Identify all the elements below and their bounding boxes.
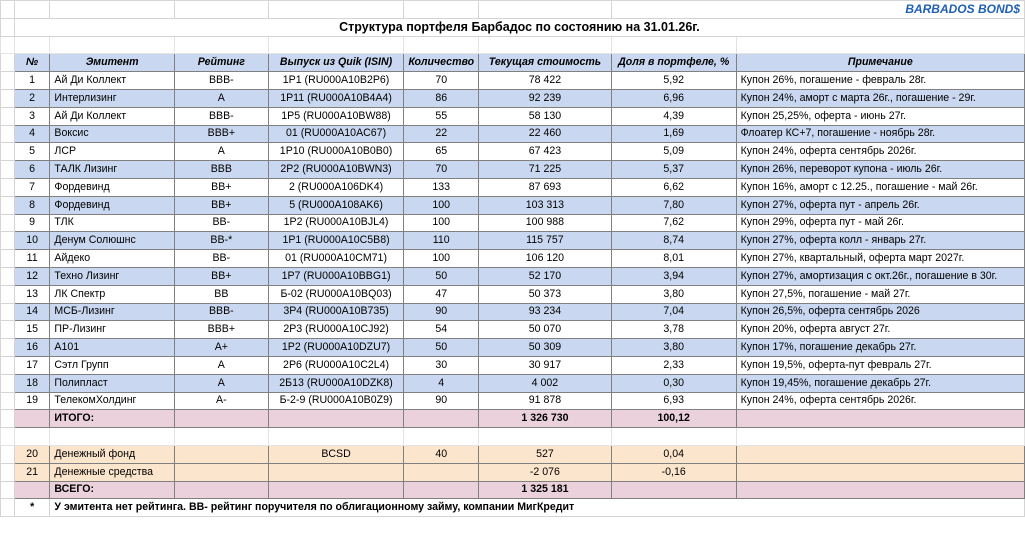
cell-share[interactable]: 8,01 <box>611 250 736 268</box>
cell-qty[interactable] <box>404 410 479 428</box>
cell-note[interactable]: Флоатер КС+7, погашение - ноябрь 28г. <box>736 125 1024 143</box>
margin-cell <box>1 303 15 321</box>
cell-num[interactable]: 14 <box>14 303 50 321</box>
cell-share[interactable]: 3,80 <box>611 339 736 357</box>
total-label[interactable]: ИТОГО: <box>50 410 174 428</box>
cell-issuer[interactable]: Денум Солюшнс <box>50 232 174 250</box>
cell-value[interactable]: 106 120 <box>479 250 612 268</box>
cell-note[interactable] <box>736 410 1024 428</box>
margin-cell <box>1 285 15 303</box>
cell-rating[interactable]: BB+ <box>174 196 268 214</box>
cell-isin[interactable]: 1P5 (RU000A10BW88) <box>268 107 404 125</box>
table-row <box>1 89 1025 107</box>
empty-cell[interactable] <box>50 428 174 446</box>
header-row <box>1 54 1025 72</box>
cell-rating[interactable]: BB <box>174 285 268 303</box>
cell-value[interactable]: 58 130 <box>479 107 612 125</box>
cell-isin[interactable]: 1P1 (RU000A10B2P6) <box>268 72 404 90</box>
table-row <box>1 143 1025 161</box>
cell-qty[interactable]: 133 <box>404 178 479 196</box>
cell-value[interactable]: 93 234 <box>479 303 612 321</box>
total-row <box>1 410 1025 428</box>
cell-num[interactable] <box>14 481 50 499</box>
margin-cell <box>1 178 15 196</box>
cell-note[interactable]: Купон 27%, оферта пут - апрель 26г. <box>736 196 1024 214</box>
cell-num[interactable]: 4 <box>14 125 50 143</box>
cell-isin[interactable]: 2P2 (RU000A10BWN3) <box>268 161 404 179</box>
table-row <box>1 214 1025 232</box>
cell-note[interactable]: Купон 27%, квартальный, оферта март 2027г. <box>736 250 1024 268</box>
cell-num[interactable]: 1 <box>14 72 50 90</box>
table-row <box>1 321 1025 339</box>
cell-rating[interactable]: A <box>174 356 268 374</box>
cell-value[interactable]: 100 988 <box>479 214 612 232</box>
table-row <box>1 285 1025 303</box>
margin-cell <box>1 481 15 499</box>
cell-qty[interactable]: 65 <box>404 143 479 161</box>
margin-cell <box>1 72 15 90</box>
margin-cell <box>1 463 15 481</box>
cell-value[interactable]: 52 170 <box>479 267 612 285</box>
cell-rating[interactable]: BBB+ <box>174 125 268 143</box>
margin-cell <box>1 374 15 392</box>
cell-isin[interactable]: BCSD <box>268 445 404 463</box>
total-value[interactable]: 1 326 730 <box>479 410 612 428</box>
cell-note[interactable]: Купон 16%, аморт с 12.25., погашение - май 26г. <box>736 178 1024 196</box>
cell-isin[interactable]: 5 (RU000A108AK6) <box>268 196 404 214</box>
margin-cell <box>1 107 15 125</box>
cell-share[interactable]: -0,16 <box>611 463 736 481</box>
cell-num[interactable]: 17 <box>14 356 50 374</box>
header-issuer[interactable]: Эмитент <box>50 54 174 72</box>
margin-cell <box>1 356 15 374</box>
cell-isin[interactable] <box>268 463 404 481</box>
table-row <box>1 267 1025 285</box>
margin-cell <box>1 214 15 232</box>
header-qty[interactable]: Количество <box>404 54 479 72</box>
header-value[interactable]: Текущая стоимость <box>479 54 612 72</box>
margin-cell <box>1 89 15 107</box>
empty-cell[interactable] <box>1 428 15 446</box>
spacer-row <box>1 36 1025 54</box>
cell-num[interactable]: 19 <box>14 392 50 410</box>
cell-rating[interactable]: A <box>174 89 268 107</box>
footnote-text: У эмитента нет рейтинга. BB- рейтинг поручителя по облигационному займу, компании МигКредит <box>50 499 1025 517</box>
cell-note[interactable] <box>736 463 1024 481</box>
margin-cell <box>1 445 15 463</box>
cell-qty[interactable]: 22 <box>404 125 479 143</box>
empty-cell[interactable] <box>174 428 268 446</box>
cell-isin[interactable]: 2P3 (RU000A10CJ92) <box>268 321 404 339</box>
cell-note[interactable]: Купон 27%, амортизация с окт.26г., погашение в 30г. <box>736 267 1024 285</box>
cell-rating[interactable] <box>174 481 268 499</box>
cell-num[interactable]: 6 <box>14 161 50 179</box>
cell-rating[interactable]: A+ <box>174 339 268 357</box>
table-row <box>1 161 1025 179</box>
table-row <box>1 339 1025 357</box>
cell-issuer[interactable]: ПР-Лизинг <box>50 321 174 339</box>
cell-value[interactable]: 4 002 <box>479 374 612 392</box>
cell-qty[interactable]: 50 <box>404 267 479 285</box>
header-num[interactable]: № <box>14 54 50 72</box>
cell-rating[interactable]: BB+ <box>174 267 268 285</box>
cell-isin[interactable]: 01 (RU000A10AC67) <box>268 125 404 143</box>
cell-value[interactable]: 92 239 <box>479 89 612 107</box>
cell-issuer[interactable]: Фордевинд <box>50 196 174 214</box>
cell-share[interactable]: 6,96 <box>611 89 736 107</box>
cell-share[interactable]: 0,30 <box>611 374 736 392</box>
title-row <box>1 18 1025 36</box>
cell-share[interactable]: 8,74 <box>611 232 736 250</box>
spacer-row <box>1 428 1025 446</box>
cell-qty[interactable]: 100 <box>404 250 479 268</box>
grand-total-label[interactable]: ВСЕГО: <box>50 481 174 499</box>
cell-rating[interactable]: BB+ <box>174 178 268 196</box>
cell-isin[interactable]: 3P4 (RU000A10B735) <box>268 303 404 321</box>
cell-issuer[interactable]: ТАЛК Лизинг <box>50 161 174 179</box>
cell-qty[interactable]: 70 <box>404 161 479 179</box>
brand-label: BARBADOS BOND$ <box>611 1 1024 19</box>
cell-isin[interactable]: 1P10 (RU000A10B0B0) <box>268 143 404 161</box>
margin-cell <box>1 321 15 339</box>
cell-note[interactable]: Купон 26%, переворот купона - июль 26г. <box>736 161 1024 179</box>
cell-num[interactable]: 10 <box>14 232 50 250</box>
margin-cell <box>1 499 15 517</box>
margin-cell <box>1 232 15 250</box>
cell-issuer[interactable]: Воксис <box>50 125 174 143</box>
cell-value[interactable]: 91 878 <box>479 392 612 410</box>
margin-cell <box>1 125 15 143</box>
cell-note[interactable]: Купон 26,5%, оферта сентябрь 2026 <box>736 303 1024 321</box>
cell-value[interactable]: 30 917 <box>479 356 612 374</box>
cell-rating[interactable] <box>174 410 268 428</box>
cell-share[interactable]: 5,09 <box>611 143 736 161</box>
margin-cell <box>1 250 15 268</box>
header-share[interactable]: Доля в портфеле, % <box>611 54 736 72</box>
cell-rating[interactable]: BBB- <box>174 303 268 321</box>
footnote-row <box>1 499 1025 517</box>
cell-num[interactable]: 15 <box>14 321 50 339</box>
cell-num[interactable]: 16 <box>14 339 50 357</box>
cell-rating[interactable]: BB-* <box>174 232 268 250</box>
cell-isin[interactable]: 2P6 (RU000A10C2L4) <box>268 356 404 374</box>
cell-note[interactable]: Купон 20%, оферта август 27г. <box>736 321 1024 339</box>
cell-value[interactable]: 78 422 <box>479 72 612 90</box>
cell-value[interactable]: 50 070 <box>479 321 612 339</box>
cell-num[interactable]: 13 <box>14 285 50 303</box>
cell-qty[interactable]: 30 <box>404 356 479 374</box>
brand-row <box>1 1 1025 19</box>
table-row <box>1 250 1025 268</box>
header-isin[interactable]: Выпуск из Quik (ISIN) <box>268 54 404 72</box>
margin-cell <box>1 392 15 410</box>
cell-qty[interactable]: 47 <box>404 285 479 303</box>
cell-issuer[interactable]: ЛК Спектр <box>50 285 174 303</box>
table-row <box>1 232 1025 250</box>
cell-note[interactable]: Купон 27,5%, погашение - май 27г. <box>736 285 1024 303</box>
cell-share[interactable]: 3,94 <box>611 267 736 285</box>
cell-issuer[interactable]: Сэтл Групп <box>50 356 174 374</box>
cell-isin[interactable] <box>268 410 404 428</box>
empty-cell[interactable] <box>404 428 479 446</box>
cell-num[interactable]: 20 <box>14 445 50 463</box>
cell-share[interactable]: 5,37 <box>611 161 736 179</box>
page-title: Структура портфеля Барбадос по состоянию на 31.01.26г. <box>14 18 1024 36</box>
cell-note[interactable]: Купон 24%, оферта сентябрь 2026г. <box>736 392 1024 410</box>
cell-share[interactable]: 2,33 <box>611 356 736 374</box>
cell-share[interactable] <box>611 481 736 499</box>
footnote-mark: * <box>14 499 50 517</box>
cell-qty[interactable]: 55 <box>404 107 479 125</box>
cell-value[interactable]: 50 373 <box>479 285 612 303</box>
cell-qty[interactable]: 100 <box>404 214 479 232</box>
cell-rating[interactable]: BB- <box>174 250 268 268</box>
table-row <box>1 125 1025 143</box>
cell-num[interactable]: 7 <box>14 178 50 196</box>
total-share[interactable]: 100,12 <box>611 410 736 428</box>
table-row <box>1 72 1025 90</box>
cell-rating[interactable]: A- <box>174 392 268 410</box>
cell-rating[interactable] <box>174 463 268 481</box>
cell-share[interactable]: 7,80 <box>611 196 736 214</box>
cell-issuer[interactable]: А101 <box>50 339 174 357</box>
margin-cell <box>1 410 15 428</box>
cell-rating[interactable]: A <box>174 143 268 161</box>
cell-value[interactable]: 22 460 <box>479 125 612 143</box>
cell-value[interactable]: 527 <box>479 445 612 463</box>
cell-qty[interactable]: 40 <box>404 445 479 463</box>
cell-value[interactable]: 87 693 <box>479 178 612 196</box>
cell-qty[interactable]: 4 <box>404 374 479 392</box>
cell-qty[interactable]: 110 <box>404 232 479 250</box>
margin-cell <box>1 161 15 179</box>
cell-isin[interactable]: 1P7 (RU000A10BBG1) <box>268 267 404 285</box>
cell-note[interactable]: Купон 27%, оферта колл - январь 27г. <box>736 232 1024 250</box>
cell-issuer[interactable]: Техно Лизинг <box>50 267 174 285</box>
table-row <box>1 178 1025 196</box>
cell-share[interactable]: 7,62 <box>611 214 736 232</box>
cell-share[interactable]: 0,04 <box>611 445 736 463</box>
empty-cell[interactable] <box>268 428 404 446</box>
cell-qty[interactable]: 54 <box>404 321 479 339</box>
cell-issuer[interactable]: МСБ-Лизинг <box>50 303 174 321</box>
cell-num[interactable]: 12 <box>14 267 50 285</box>
cell-num[interactable]: 21 <box>14 463 50 481</box>
empty-cell[interactable] <box>736 428 1024 446</box>
grand-total-row <box>1 481 1025 499</box>
margin-cell <box>1 339 15 357</box>
cell-note[interactable]: Купон 29%, оферта пут - май 26г. <box>736 214 1024 232</box>
cell-qty[interactable]: 100 <box>404 196 479 214</box>
cell-value[interactable]: 103 313 <box>479 196 612 214</box>
cell-num[interactable]: 18 <box>14 374 50 392</box>
cell-qty[interactable] <box>404 481 479 499</box>
cell-qty[interactable]: 86 <box>404 89 479 107</box>
cell-note[interactable]: Купон 17%, погашение декабрь 27г. <box>736 339 1024 357</box>
margin-cell <box>1 143 15 161</box>
cell-num[interactable] <box>14 410 50 428</box>
cell-isin[interactable] <box>268 481 404 499</box>
cell-num[interactable]: 9 <box>14 214 50 232</box>
table-row <box>1 374 1025 392</box>
cell-issuer[interactable]: ТЛК <box>50 214 174 232</box>
cell-share[interactable]: 3,80 <box>611 285 736 303</box>
grand-total-value[interactable]: 1 325 181 <box>479 481 612 499</box>
header-rating[interactable]: Рейтинг <box>174 54 268 72</box>
cell-isin[interactable]: 01 (RU000A10CM71) <box>268 250 404 268</box>
cell-note[interactable] <box>736 481 1024 499</box>
cell-num[interactable]: 11 <box>14 250 50 268</box>
cell-isin[interactable]: 1P2 (RU000A10BJL4) <box>268 214 404 232</box>
cell-note[interactable]: Купон 19,5%, оферта-пут февраль 27г. <box>736 356 1024 374</box>
header-note[interactable]: Примечание <box>736 54 1024 72</box>
cell-isin[interactable]: 1P11 (RU000A10B4A4) <box>268 89 404 107</box>
cell-issuer[interactable]: Полипласт <box>50 374 174 392</box>
margin-cell <box>1 196 15 214</box>
cell-isin[interactable]: Б-2-9 (RU000A10B0Z9) <box>268 392 404 410</box>
cell-note[interactable]: Купон 26%, погашение - февраль 28г. <box>736 72 1024 90</box>
table-row <box>1 392 1025 410</box>
cell-qty[interactable]: 50 <box>404 339 479 357</box>
cell-num[interactable]: 3 <box>14 107 50 125</box>
cell-isin[interactable]: 1P2 (RU000A10DZU7) <box>268 339 404 357</box>
cell-isin[interactable]: Б-02 (RU000A10BQ03) <box>268 285 404 303</box>
cell-issuer[interactable]: Ай Ди Коллект <box>50 107 174 125</box>
table-row <box>1 303 1025 321</box>
cash-row <box>1 445 1025 463</box>
cell-isin[interactable]: 2Б13 (RU000A10DZK8) <box>268 374 404 392</box>
cell-share[interactable]: 4,39 <box>611 107 736 125</box>
cell-value[interactable]: 67 423 <box>479 143 612 161</box>
cell-share[interactable]: 6,62 <box>611 178 736 196</box>
cell-num[interactable]: 2 <box>14 89 50 107</box>
table-row <box>1 196 1025 214</box>
cell-issuer[interactable]: Фордевинд <box>50 178 174 196</box>
cell-share[interactable]: 1,69 <box>611 125 736 143</box>
cell-value[interactable]: 115 757 <box>479 232 612 250</box>
cell-qty[interactable]: 90 <box>404 392 479 410</box>
cell-rating[interactable]: BBB+ <box>174 321 268 339</box>
cell-rating[interactable]: A <box>174 374 268 392</box>
empty-cell[interactable] <box>14 428 50 446</box>
cell-value[interactable]: -2 076 <box>479 463 612 481</box>
cell-note[interactable] <box>736 445 1024 463</box>
cell-qty[interactable]: 90 <box>404 303 479 321</box>
cell-issuer[interactable]: ТелекомХолдинг <box>50 392 174 410</box>
cell-share[interactable]: 7,04 <box>611 303 736 321</box>
cell-rating[interactable]: BBB- <box>174 72 268 90</box>
cell-rating[interactable] <box>174 445 268 463</box>
cell-note[interactable]: Купон 24%, аморт с марта 26г., погашение - 29г. <box>736 89 1024 107</box>
cell-note[interactable]: Купон 24%, оферта сентябрь 2026г. <box>736 143 1024 161</box>
table-row <box>1 107 1025 125</box>
cell-issuer[interactable]: Денежный фонд <box>50 445 174 463</box>
cell-note[interactable]: Купон 19,45%, погашение декабрь 27г. <box>736 374 1024 392</box>
cell-value[interactable]: 71 225 <box>479 161 612 179</box>
empty-cell[interactable] <box>479 428 612 446</box>
cell-qty[interactable] <box>404 463 479 481</box>
margin-cell <box>1 267 15 285</box>
cell-issuer[interactable]: Айдеко <box>50 250 174 268</box>
table-row <box>1 356 1025 374</box>
cell-share[interactable]: 6,93 <box>611 392 736 410</box>
cell-share[interactable]: 5,92 <box>611 72 736 90</box>
cell-note[interactable]: Купон 25,25%, оферта - июнь 27г. <box>736 107 1024 125</box>
cell-qty[interactable]: 70 <box>404 72 479 90</box>
cell-issuer[interactable]: Ай Ди Коллект <box>50 72 174 90</box>
cell-issuer[interactable]: Денежные средства <box>50 463 174 481</box>
empty-cell[interactable] <box>611 428 736 446</box>
cell-share[interactable]: 3,78 <box>611 321 736 339</box>
cash-row <box>1 463 1025 481</box>
cell-issuer[interactable]: Интерлизинг <box>50 89 174 107</box>
cell-value[interactable]: 50 309 <box>479 339 612 357</box>
cell-num[interactable]: 8 <box>14 196 50 214</box>
cell-isin[interactable]: 2 (RU000A106DK4) <box>268 178 404 196</box>
cell-num[interactable]: 5 <box>14 143 50 161</box>
cell-rating[interactable]: BB- <box>174 214 268 232</box>
cell-isin[interactable]: 1P1 (RU000A10C5B8) <box>268 232 404 250</box>
cell-rating[interactable]: BBB <box>174 161 268 179</box>
cell-rating[interactable]: BBB- <box>174 107 268 125</box>
cell-issuer[interactable]: ЛСР <box>50 143 174 161</box>
